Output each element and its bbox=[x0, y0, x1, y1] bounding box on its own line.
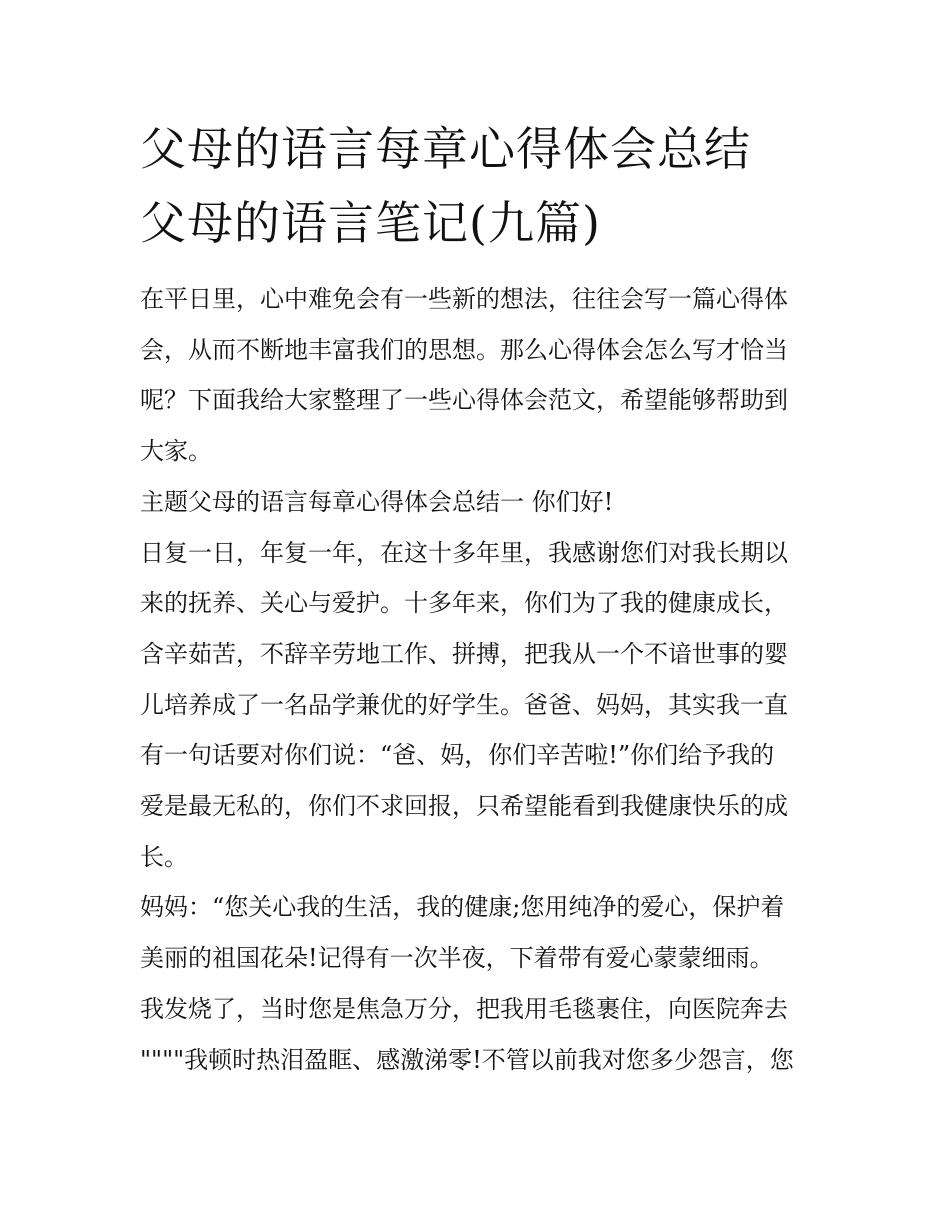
text-line: 我发烧了，当时您是焦急万分，把我用毛毯裹住，向医院奔去 bbox=[140, 994, 788, 1023]
text-line: 妈妈：“您关心我的生活，我的健康;您用纯净的爱心，保护着 bbox=[140, 893, 785, 922]
text-line: 呢？下面我给大家整理了一些心得体会范文，希望能够帮助到 bbox=[140, 386, 788, 415]
text-line: 大家。 bbox=[140, 437, 212, 466]
body-paragraph bbox=[140, 528, 820, 883]
intro-paragraph bbox=[140, 274, 820, 477]
title-line: 父母的语言笔记(九篇) bbox=[140, 196, 601, 250]
text-line: 儿培养成了一名品学兼优的好学生。爸爸、妈妈，其实我一直 bbox=[140, 690, 788, 719]
text-line: 来的抚养、关心与爱护。十多年来，你们为了我的健康成长， bbox=[140, 589, 788, 618]
text-line: 美丽的祖国花朵!记得有一次半夜，下着带有爱心蒙蒙细雨。 bbox=[140, 944, 774, 973]
text-line: """"我顿时热泪盈眶、感激涕零!不管以前我对您多少怨言，您 bbox=[140, 1045, 794, 1074]
text-line: 会，从而不断地丰富我们的思想。那么心得体会怎么写才恰当 bbox=[140, 335, 788, 364]
text-line: 有一句话要对你们说：“爸、妈，你们辛苦啦!”你们给予我的 bbox=[140, 741, 775, 770]
section-heading-paragraph bbox=[140, 477, 820, 528]
text-line: 爱是最无私的，你们不求回报，只希望能看到我健康快乐的成 bbox=[140, 792, 788, 821]
text-line: 长。 bbox=[140, 842, 188, 871]
title-line: 父母的语言每章心得体会总结 bbox=[140, 122, 751, 176]
text-line: 含辛茹苦，不辞辛劳地工作、拼搏，把我从一个不谙世事的婴 bbox=[140, 639, 788, 668]
text-line: 在平日里，心中难免会有一些新的想法，往往会写一篇心得体 bbox=[140, 285, 788, 313]
document-title bbox=[140, 112, 820, 260]
text-line: 主题父母的语言每章心得体会总结一 你们好! bbox=[140, 487, 614, 516]
body-paragraph bbox=[140, 882, 820, 1085]
text-line: 日复一日，年复一年，在这十多年里，我感谢您们对我长期以 bbox=[140, 538, 788, 567]
document-body bbox=[140, 112, 820, 1085]
